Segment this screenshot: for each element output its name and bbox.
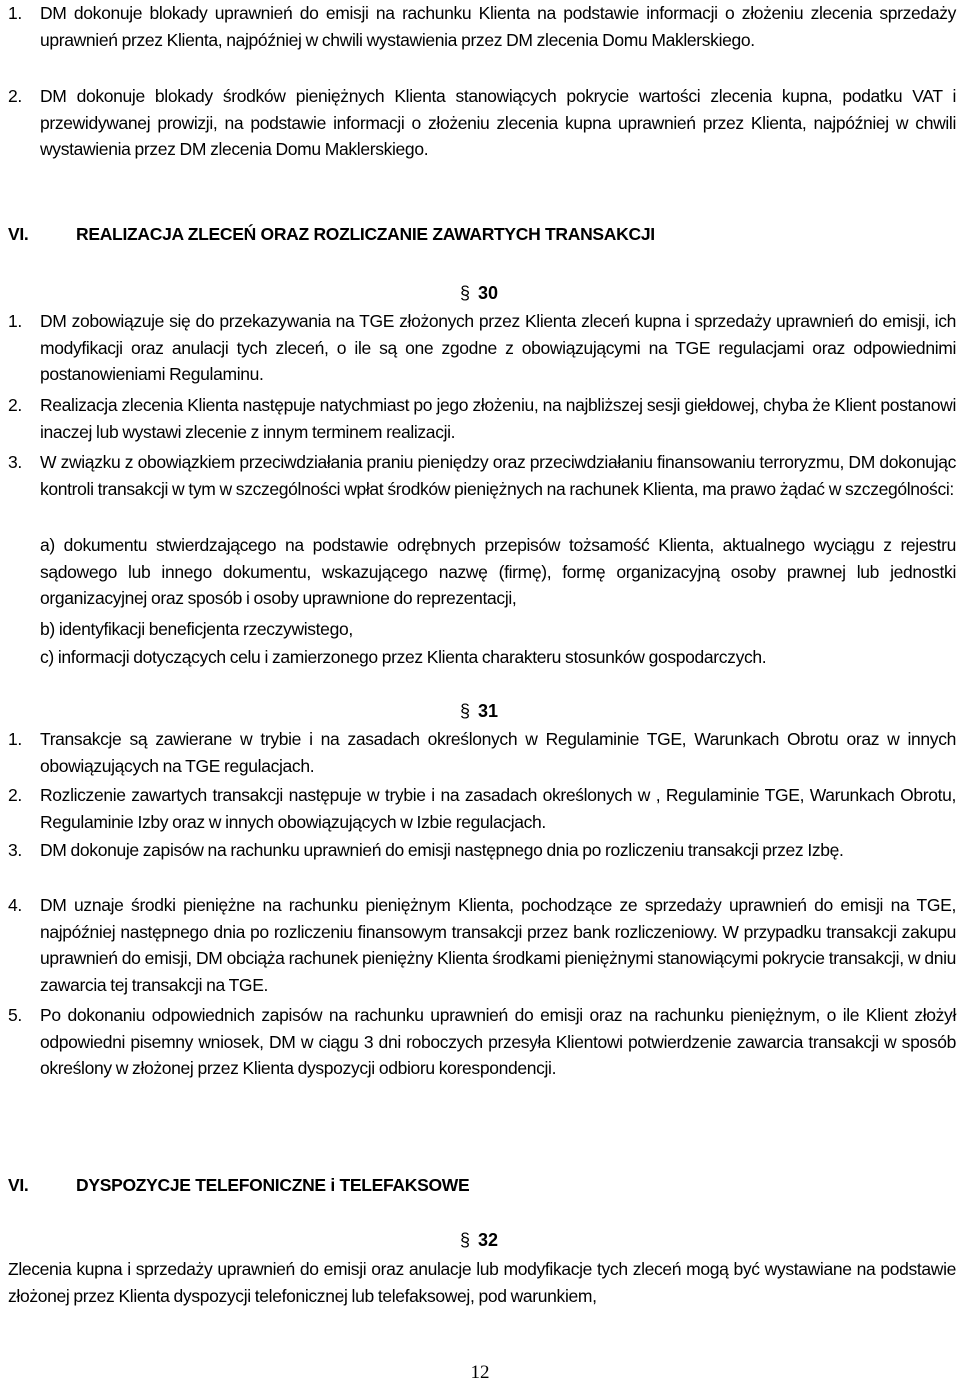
item-number: 2. (8, 785, 22, 805)
list-item (8, 308, 956, 388)
list-item (8, 449, 956, 502)
item-text: Po dokonaniu odpowiednich zapisów na rachunku uprawnień do emisji oraz na rachunku pieniężnym, o ile Klient złożył odpowiedni pisemny wniosek, DM w ciągu 3 dni roboczych przesyła Klientowi potwierdzenie zawarcia transakcji w sposób określony w złożonej przez Klienta dyspozycji odbioru korespondencji. (40, 1005, 956, 1078)
paragraph-number: 31 (478, 701, 499, 721)
item-number: 5. (8, 1005, 22, 1025)
list-item (8, 1002, 956, 1082)
item-number: 3. (8, 840, 22, 860)
sub-item (8, 532, 956, 612)
page-number: 12 (470, 1362, 490, 1383)
item-number: 1. (8, 3, 22, 23)
list-item (8, 837, 956, 864)
item-text: Rozliczenie zawartych transakcji następuje w trybie i na zasadach określonych w , Regulaminie TGE, Warunkach Obrotu, Regulaminie Izby oraz w innych obowiązujących w Izbie regulacjach. (40, 785, 956, 832)
section-title: REALIZACJA ZLECEŃ ORAZ ROZLICZANIE ZAWARTYCH TRANSAKCJI (76, 224, 655, 244)
item-number: 3. (8, 452, 22, 472)
list-item (8, 726, 956, 779)
paragraph-number: 32 (478, 1230, 499, 1250)
item-text: Transakcje są zawierane w trybie i na zasadach określonych w Regulaminie TGE, Warunkach Obrotu oraz w innych obowiązujących na TGE regulacjach. (40, 729, 956, 776)
sub-item-text: c) informacji dotyczących celu i zamierzonego przez Klienta charakteru stosunków gospodarczych. (40, 647, 767, 667)
section-number: VI. (8, 1175, 29, 1195)
list-item (8, 892, 956, 998)
item-number: 1. (8, 311, 22, 331)
item-text: DM uznaje środki pieniężne na rachunku pieniężnym Klienta, pochodzące ze sprzedaży uprawnień do emisji na TGE, najpóźniej następnego dnia po rozliczeniu finansowym transakcji przez bank rozliczeniowy. W przypadku transakcji zakupu uprawnień do emisji, DM obciąża rachunek pieniężny Klienta środkami pieniężnymi stanowiącymi pokrycie transakcji, w dniu zawarcia tej transakcji na TGE. (40, 895, 956, 995)
sub-item (8, 616, 956, 643)
item-text: DM dokonuje blokady uprawnień do emisji na rachunku Klienta na podstawie informacji o złożeniu zlecenia sprzedaży uprawnień przez Klienta, najpóźniej w chwili wystawienia przez DM zlecenia Domu Maklerskiego. (40, 3, 956, 50)
item-number: 1. (8, 729, 22, 749)
paragraph-number: 30 (478, 283, 499, 303)
item-text: DM dokonuje blokady środków pieniężnych Klienta stanowiących pokrycie wartości zlecenia kupna, podatku VAT i przewidywanej prowizji, na podstawie informacji o złożeniu zlecenia kupna uprawnień przez Klienta, najpóźniej w chwili wystawienia przez DM zlecenia Domu Maklerskiego. (40, 86, 956, 159)
section-number: VI. (8, 224, 29, 244)
list-item (8, 83, 956, 163)
sub-item (8, 644, 956, 671)
item-text: Realizacja zlecenia Klienta następuje natychmiast po jego złożeniu, na najbliższej sesji giełdowej, chyba że Klient postanowi inaczej lub wystawi zlecenie z innym terminem realizacji. (40, 395, 956, 442)
section-title: DYSPOZYCJE TELEFONICZNE i TELEFAKSOWE (76, 1175, 470, 1195)
item-text: DM zobowiązuje się do przekazywania na TGE złożonych przez Klienta zleceń kupna i sprzedaży uprawnień do emisji, ich modyfikacji oraz anulacji tych zleceń, o ile są one zgodne z obowiązującymi na TGE regulacjami oraz odpowiednimi postanowieniami Regulaminu. (40, 311, 956, 384)
sub-item-text: a) dokumentu stwierdzającego na podstawie odrębnych przepisów tożsamość Klienta, aktualnego wyciągu z rejestru sądowego lub innego dokumentu, wskazującego nazwę (firmę), formę organizacyjną osoby prawnej lub jednostki organizacyjnej oraz sposób i osoby uprawnione do reprezentacji, (40, 535, 956, 608)
section-sign-icon: § (460, 283, 471, 303)
item-text: W związku z obowiązkiem przeciwdziałania praniu pieniędzy oraz przeciwdziałaniu finansowaniu terroryzmu, DM dokonując kontroli transakcji w tym w szczególności wpłat środków pieniężnych na rachunek Klienta, ma prawo żądać w szczególności: (40, 452, 956, 499)
paragraph-text: Zlecenia kupna i sprzedaży uprawnień do emisji oraz anulacje lub modyfikacje tych zleceń mogą być wystawiane na podstawie złożonej przez Klienta dyspozycji telefonicznej lub telefaksowej, pod warunkiem, (8, 1259, 956, 1306)
list-item (8, 782, 956, 835)
list-item (8, 0, 956, 53)
paragraph-mark (460, 1227, 498, 1253)
list-item (8, 392, 956, 445)
item-text: DM dokonuje zapisów na rachunku uprawnień do emisji następnego dnia po rozliczeniu transakcji przez Izbę. (40, 840, 844, 860)
section-sign-icon: § (460, 701, 471, 721)
sub-item-text: b) identyfikacji beneficjenta rzeczywistego, (40, 619, 353, 639)
item-number: 2. (8, 395, 22, 415)
item-number: 4. (8, 895, 22, 915)
paragraph-mark (460, 280, 498, 306)
paragraph-mark (460, 698, 498, 724)
item-number: 2. (8, 86, 22, 106)
section-sign-icon: § (460, 1230, 471, 1250)
